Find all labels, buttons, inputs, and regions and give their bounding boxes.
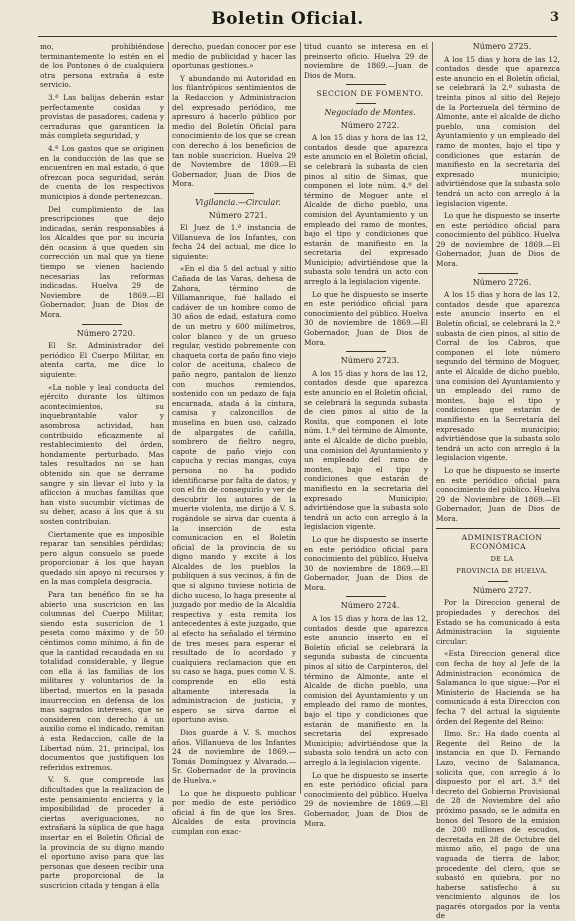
separator (478, 273, 518, 274)
paragraph: Lo que he dispuesto se inserte en este periódico oficial para conocimiento del público. Huelva 29 de noviembre de 1869.—El Gobernador, Juan de Dios de Mora. (436, 211, 560, 269)
column-4 (436, 42, 560, 921)
column-1 (40, 42, 164, 890)
paragraph: 4.ª Los gastos que se originen en la conducción de las que se encuentren en mal estado, ó que ofrezcan poca seguridad, serán de cuenta de los respectivos municipios á donde pertenezcan. (40, 143, 164, 201)
paragraph: Y abundando mi Autoridad en los filantrópicos sentimientos de la Redaccion y Administracion del expresado periódico, me apresuro á hacerlo público por medio del Boletín Oficial para conocimiento de los que se crean con derecho á los beneficios de tan noble suscricion. Huelva 29 de Noviembre de 1869.—El Gobernador, Juan de Dios de Mora. (172, 73, 296, 189)
column-3 (304, 42, 428, 828)
notice-number: Número 2723. (340, 356, 400, 366)
paragraph: derecho, puedan conocer por ese medio de publicidad y hacer las oportunas gestiones.» (172, 42, 296, 71)
paragraph: A los 15 dias y hora de las 12, contados desde que aparezca este anuncio en el Boletín oficial, se celebrará la segunda subasta de cien pinos al sitio de la Rosita, que componen el lote núm. 1.º del término de Almonte, ante el Alcalde de dicho pueblo, una comision del Ayuntamiento y un empleado del ramo de montes, bajo el tipo y condiciones que estarán de manifiesto en la secretaria del expresado Municipio; advirtiéndose que la subasta solo tendrá un acto con arreglo á la legislacion vigente. (304, 368, 428, 532)
separator (488, 581, 508, 582)
separator (346, 596, 386, 597)
page-number: 3 (549, 10, 559, 25)
column-divider (300, 42, 301, 794)
notice-number: Número 2721. (208, 210, 268, 220)
notice-number: Número 2724. (340, 601, 400, 611)
paragraph: A los 15 dias y hora de las 12, contados desde que aparezca este anuncio en el Boletín oficial, se celebrará la 2.ª subasta de treinta pinos al sitio del Rejejo de la Portezuela del término de Almonte, ante el alcalde de dicho pueblo, una comision del Ayuntamiento y un empleado del ramo de montes, bajo el tipo y condiciones que estarán de manifiesto en la secretaria del expresado municipio; advirtiéndose que la subasta solo tendrá un acto con arreglo á la legislacion vigente. (436, 54, 560, 208)
paragraph: V. S. que comprende las dificultades que la realizacion de este pensamiento encierra y la imposibilidad de proceder á ciertas averiguaciones, no extrañará la súplica de que haga insertar en el Boletín Oficial de la provincia de su digno mando el oportuno aviso para que las personas que deseen recibir una parte proporcional de la suscricion citada y tengan á ella (40, 775, 164, 890)
paragraph: Por la Direccion general de propiedades y derechos del Estado se ha comunicado á esta Administracion la siguiente circular: (436, 598, 560, 646)
section-heading: Vigilancia.—Circular. (195, 197, 281, 207)
paragraph: titud cuanto se interesa en el preinserto oficio. Huelva 29 de noviembre de 1869.—Juan de Dios de Mora. (304, 42, 428, 80)
separator (82, 324, 122, 325)
separator (346, 84, 386, 85)
paragraph: mo, prohibiéndose terminantemente lo estén en el de los Pontones ó de cualquiera otra persona extraña á este servicio. (40, 42, 164, 90)
paragraph: A los 15 dias y hora de las 12, contados desde que aparezca este anuncio inserto en el Boletín oficial, se celebrará la 2.ª subasta de cien pinos, al sitio de Corral de los Cabros, que componen el lote número segundo del término de Moguer, ante el Alcalde de dicho pueblo, una comision del Ayuntamiento y un empleado del ramo de montes, bajo el tipo y condiciones que estarán de manifiesto en la Secretaría del expresado municipio; advirtiéndose que la subasta solo tendrá un acto con arreglo á la legislacion vigente. (436, 290, 560, 463)
paragraph: El Sr. Administrador del periódico El Cuerpo Militar, en atenta carta, me dice lo siguiente: (40, 341, 164, 379)
paragraph: «La noble y leal conducta del ejército durante los últimos acontecimientos, su inquebrantable valor y asombrosa actividad, han contribuido eficazmente al restablecimiento del órden, hondamente perturbado. Mas tales resultados no se han obtenido sin que se derrame sangre y sin llevar el luto y la afliccion á muchas familias que han visto sucumbir víctimas de su deber, acaso á los que á su sosten contribuian. (40, 382, 164, 526)
columns (40, 42, 560, 921)
paragraph: Lo que he dispuesto se inserte en este periódico oficial para conocimiento del público. Huelva 30 de noviembre de 1869.—El Gobernador, Juan de Dios de Mora. (304, 534, 428, 592)
paragraph: Lo que he dispuesto publicar por medio de este periódico oficial á fin de que los Sres. Alcaldes de esta provincia cumplan con exac- (172, 788, 296, 836)
column-2 (172, 42, 296, 836)
notice-number: Número 2722. (340, 120, 400, 130)
paragraph: Para tan benéfico fin se ha abierto una suscricion en las columnas del Cuerpo Militar, siendo esta suscricion de 1 peseta como máximo y de 50 céntimos como mínimo, á fin de que la cantidad recaudada en su totalidad considerable, y llegue con ella á las familias de los militares y voluntarios de la libertad, muertos en la pasada insurreccion en defensa de los mas sagrados intereses, que se consideren con derecho á un auxilio como el indicado, remitan á esta Redaccion, calle de la Libertad núm. 21, principal, los documentos que justifiquen los referidos extremos. (40, 590, 164, 772)
section-title: SECCION DE FOMENTO. (316, 89, 424, 99)
paragraph: Lo que he dispuesto se inserte en este periódico oficial para conocimiento del público. Huelva 29 de Noviembre de 1869.—El Gobernador, Juan de Dios de Mora. (436, 465, 560, 523)
paragraph: «En el dia 5 del actual y sitio Cañada de las Varas, dehesa de Zahora, término de Villamanrique, fué hallado el cadáver de un hombre como de 30 años de edad, estatura como de un metro y 600 milímetros, color blanco y de un grueso regular, vestido pobremente con chaqueta corta de paño fino viejo color de aceituna, chaleco de paño negro, pantalon de lienzo con muchos remiendos, sostenido con un pedazo de faja encarnada, atada á la cintura, camisa y calzoncillos de muselina en buen uso, calzado de alpargates de cañilla, sombrero de fieltro negro, capote de paño viejo con capucha y recias mangas, cuya persona no ha podido identificarse por falta de datos; y con el fin de conseguirlo y ver de descubrir los autores de la muerte violenta, me dirijo á V. S. rogándole se sirva dar cuenta á la inserción de esta comunicacion en el Boletín oficial de la provincia de su digno mando y excite á los Alcaldes de los pueblos la publiquen á sus vecinos, á fin de que si alguno tuviese noticia de dicho suceso, lo haga presente al juzgado por medio de la Alcaldía respectiva y esta remita los antecedentes á este juzgado, que al efecto ha señalado el término de tres meses para esperar el resultado de lo acordado y cualquiera reclamacion que en su caso se haga, pues como V. S. comprende en ello está altamente interesada la administracion de justicia, y espero se sirva darme el oportuno aviso. (172, 264, 296, 725)
paragraph: Lo que he dispuesto se inserte en este periódico oficial para conocimiento del público. Huelva 30 de noviembre de 1869.—El Gobernador, Juan de Dios de Mora. (304, 289, 428, 347)
section-subtitle: PROVINCIA DE HUELVA. (456, 567, 548, 576)
notice-number: Número 2726. (472, 277, 532, 287)
paragraph: El Juez de 1.ª instancia de Villanueva de los Infantes, con fecha 24 del actual, me dice lo siguiente: (172, 223, 296, 261)
separator (436, 528, 560, 529)
separator (214, 193, 254, 194)
paragraph: Lo que he dispuesto se inserte en este periódico oficial para conocimiento del público. Huelva 29 de noviembre de 1869.—El Gobernador, Juan de Dios de Mora. (304, 770, 428, 828)
page-title: Boletin Oficial. (211, 9, 364, 29)
separator (346, 351, 386, 352)
paragraph: Del cumplimiento de las prescripciones que dejo indicadas, serán responsables á los Alcaldes que por su incuria dén ocasion á que queden sin corrección un mal que ya tiene tiempo se vienen haciendo necesarias las reformas indicadas. Huelva 29 de Noviembre de 1869.—El Gobernador, Juan de Dios de Mora. (40, 204, 164, 320)
paragraph: A los 15 dias y hora de las 12, contados desde que aparezca este anuncio en el Boletín oficial, se celebrará la subasta de cien pinos al sitio de Simas, que componen el lote núm. 4.º del término de Moguer ante el Alcalde de dicho pueblo, una comision del Ayuntamiento y un empleado del ramo de montes, bajo el tipo y condiciones que estarán de manifiesto en la secretaria del expresado Municipio; advirtiéndose que la subasta solo tendrá un acto con arreglo á la legislacion vigente. (304, 133, 428, 287)
section-title: ADMINISTRACION ECONÓMICA (461, 532, 543, 552)
paragraph: Dios guarde á V. S. muchos años. Villanueva de los Infantes 24 de noviembre de 1869.—Tomás Domínguez y Alvarado.—Sr. Gobernador de la provincia de Huelva.» (172, 727, 296, 785)
column-divider (432, 42, 433, 794)
notice-number: Número 2725. (472, 42, 532, 51)
paragraph: A los 15 dias y hora de las 12, contados desde que aparezca este anuncio inserto en el Boletín oficial se celebrará la segunda subasta de cincuenta pinos al sitio de Carpinteros, del término de Almonte, ante el Alcalde de dicho pueblo, una comision del Ayuntamiento y un empleado del ramo de montes, bajo el tipo y condiciones que estarán de manifiesto en la secretaria del expresado Municipio; advirtiéndose que la subasta solo tendrá un acto con arreglo á la legislacion vigente. (304, 614, 428, 767)
paragraph: 3.ª Las balijas deberán estar perfectamente cosidas y provistas de pasadores, cadena y cerraduras que garanticen la más completa seguridad, y (40, 92, 164, 141)
masthead (0, 0, 575, 38)
notice-number: Número 2720. (76, 328, 136, 338)
paragraph: «Esta Direccion general dice con fecha de hoy al Jefe de la Administracion económica de Salamanca lo que sigue:—Por el Ministerio de Hacienda se ha comunicado á esta Direccion con fecha 7 del actual la siguiente órden del Regente del Reino: (436, 649, 560, 726)
section-heading: Negociado de Montes. (324, 107, 416, 117)
notice-number: Número 2727. (472, 585, 532, 595)
masthead-rule (38, 36, 557, 37)
separator (356, 103, 376, 104)
column-divider (168, 42, 169, 794)
paragraph: Ilmo. Sr.: Ha dado cuenta al Regente del Reino de la instancia en que D. Fernando Lazo, vecino de Salamanca, solicita que, con arreglo á lo dispuesto por el art. 3.º del decreto del Gobierno Provisional de 28 de Noviembre del año próximo pasado, se le admita en bonos del Tesoro de la emision de 200 millones de escudos, decretada en 28 de Octubre del mismo año, el pago de una vaguada de tierra de labor, procedente del clero, que se subastó en quiebra, por no haberse satisfecho á su vencimiento algunos de los pagarés otorgados por la venta de (436, 729, 560, 921)
paragraph: Ciertamente que es imposible reparar tan sensibles pérdidas; pero algun consuelo se puede proporcionar á los que hayan quedado sin apoyo ni recursos y en la mas completa desgracia. (40, 529, 164, 587)
section-subtitle: DE LA (490, 554, 514, 563)
